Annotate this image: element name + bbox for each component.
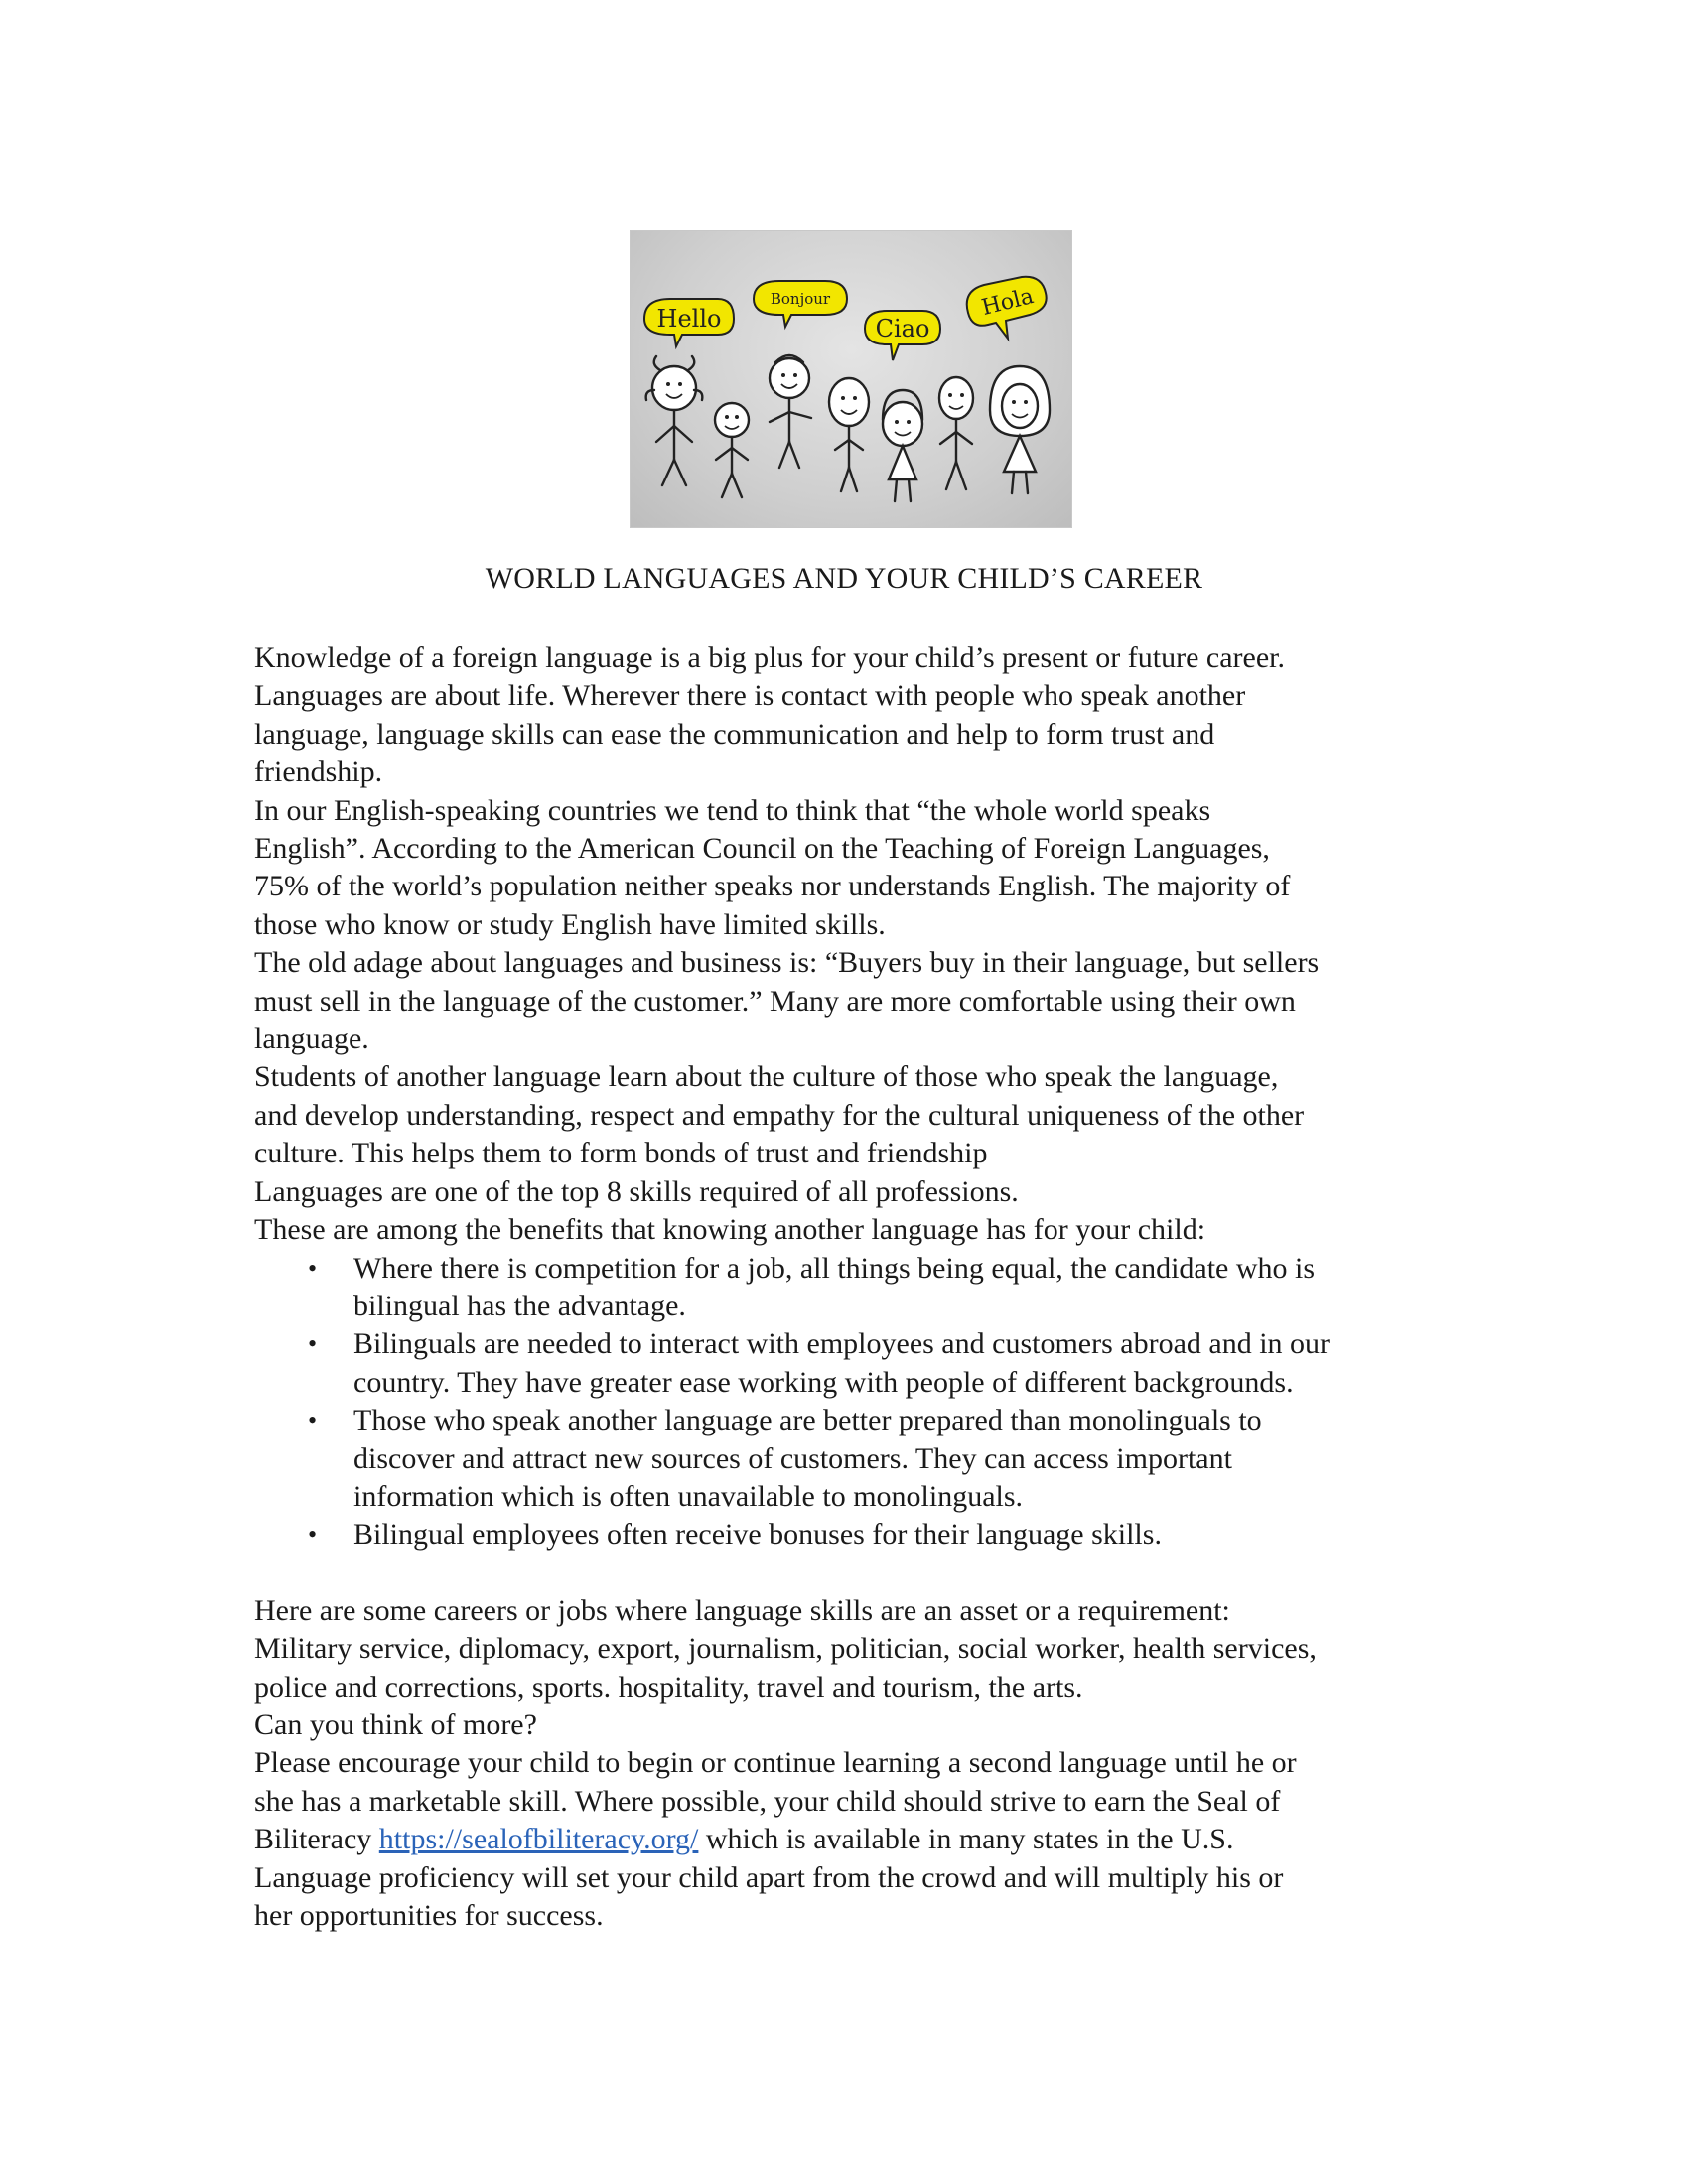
bubble-hola: Hola bbox=[979, 284, 1037, 322]
list-item: • Those who speak another language are better prepared than monolinguals to discover and attract new sources of customers. They can access important information which is often unavailable to monolinguals. bbox=[308, 1404, 1262, 1513]
paragraph-english-speaking: In our English-speaking countries we tend to think that “the whole world speaks English”. According to the American Council on the Teaching of Foreign Languages, 75% of the world’s population neither speaks nor understands English. The majority of those who know or study English have limited skills. bbox=[254, 793, 1291, 941]
page-title: WORLD LANGUAGES AND YOUR CHILD’S CAREER bbox=[485, 562, 1203, 595]
paragraph-intro: Knowledge of a foreign language is a big plus for your child’s present or future career. Languages are about life. Wherever there is contact with people who speak another language, language skills can ease the communication and help to form trust and friendship. bbox=[254, 641, 1285, 789]
hero-image bbox=[630, 230, 1072, 528]
paragraph-question: Can you think of more? bbox=[254, 1707, 537, 1741]
paragraph-careers: Here are some careers or jobs where language skills are an asset or a requirement: Military service, diplomacy, export, journalism, politician, social worker, health services, police and corrections, sports. hospitality, travel and tourism, the arts. bbox=[254, 1593, 1317, 1704]
bubble-hello: Hello bbox=[656, 305, 722, 333]
bullet-icon: • bbox=[308, 1520, 318, 1550]
seal-of-biliteracy-link[interactable]: https://sealofbiliteracy.org/ bbox=[378, 1823, 699, 1856]
paragraph-culture: Students of another language learn about the culture of those who speak the language, and develop understanding, respect and empathy for the cultural uniqueness of the other culture. This helps them to form bonds of trust and friendship bbox=[254, 1060, 1305, 1170]
bullet-icon: • bbox=[308, 1253, 318, 1283]
list-item: • Bilingual employees often receive bonuses for their language skills. bbox=[353, 1516, 1446, 1554]
spacer bbox=[254, 1555, 1446, 1592]
list-item: • Where there is competition for a job, all things being equal, the candidate who is bilingual has the advantage. bbox=[308, 1251, 1316, 1322]
benefits-list bbox=[254, 1250, 1446, 1555]
bullet-icon: • bbox=[308, 1329, 318, 1359]
bubble-bonjour: Bonjour bbox=[770, 290, 831, 308]
paragraph-top-skills: Languages are one of the top 8 skills required of all professions. bbox=[254, 1174, 1019, 1208]
bullet-icon: • bbox=[308, 1406, 318, 1435]
paragraph-benefits-intro: These are among the benefits that knowing another language has for your child: bbox=[254, 1213, 1206, 1247]
paragraph-business-adage: The old adage about languages and business is: “Buyers buy in their language, but sellers must sell in the language of the customer.” Many are more comfortable using their own language. bbox=[254, 946, 1320, 1056]
speech-bubbles-illustration bbox=[631, 231, 1071, 527]
list-item: • Bilinguals are needed to interact with employees and customers abroad and in our country. They have greater ease working with people of different backgrounds. bbox=[308, 1327, 1331, 1399]
bubble-ciao: Ciao bbox=[875, 315, 930, 342]
paragraph-closing: Please encourage your child to begin or continue learning a second language until he or she has a marketable skill. Where possible, your child should strive to earn the Seal of Biliteracy https://sealofbiliteracy.org/ which is available in many states in the U.S. Language proficiency will set your child apart from the crowd and will multiply his or her opportunities for success. bbox=[254, 1746, 1297, 1932]
document-body bbox=[254, 639, 1446, 1935]
